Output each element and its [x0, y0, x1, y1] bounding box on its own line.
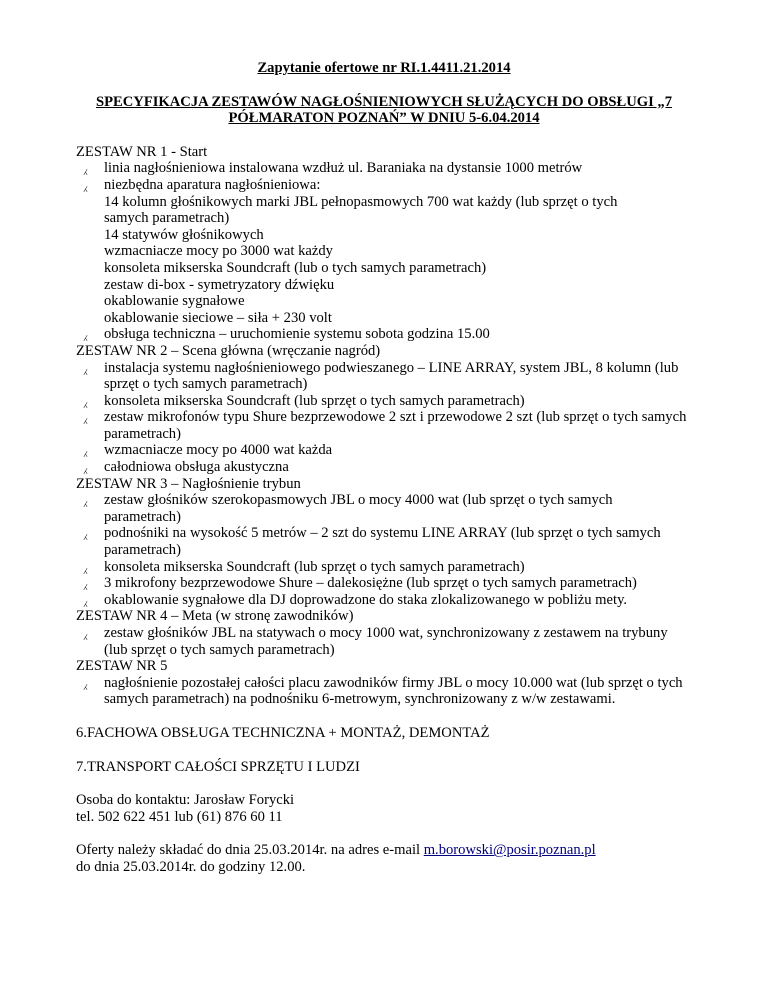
caret-bullet-icon: ⁁ — [84, 443, 87, 458]
list-item-text: 3 mikrofony bezprzewodowe Shure – dalekosiężne (lub sprzęt o tych samych parametrach) — [104, 575, 637, 592]
set-5-heading: ZESTAW NR 5 — [76, 658, 168, 675]
equipment-line: zestaw di-box - symetryzatory dźwięku — [104, 276, 335, 293]
list-item — [76, 459, 692, 476]
list-item-text: zestaw mikrofonów typu Shure bezprzewodowe 2 szt i przewodowe 2 szt (lub sprzęt o tych samych parametrach) — [104, 409, 687, 442]
list-item-text: zestaw głośników szerokopasmowych JBL o mocy 4000 wat (lub sprzęt o tych samych parametrach) — [104, 492, 613, 525]
set-1-equipment-list — [76, 194, 692, 327]
list-item — [76, 442, 692, 459]
set-2-heading: ZESTAW NR 2 – Scena główna (wręczanie nagród) — [76, 342, 381, 359]
list-item — [76, 625, 692, 658]
list-item-text: nagłośnienie pozostałej całości placu zawodników firmy JBL o mocy 10.000 wat (lub sprzęt o tych samych parametrach) na podnośniku 6-metrowym, synchronizowany z w/w zestawami. — [104, 674, 683, 708]
set-5-list — [76, 675, 692, 708]
section-7-heading: 7.TRANSPORT CAŁOŚCI SPRZĘTU I LUDZI — [76, 758, 360, 775]
sound-sets — [76, 144, 692, 708]
list-item-text: instalacja systemu nagłośnieniowego podwieszanego – LINE ARRAY, system JBL, 8 kolumn (lub sprzęt o tych samych parametrach) — [104, 359, 679, 393]
caret-bullet-icon: ⁁ — [84, 161, 87, 176]
list-item — [76, 559, 692, 576]
caret-bullet-icon: ⁁ — [84, 675, 87, 690]
caret-bullet-icon: ⁁ — [84, 360, 87, 375]
set-2-list — [76, 360, 692, 476]
contact-person: Osoba do kontaktu: Jarosław Forycki — [76, 792, 295, 809]
offers-block — [76, 842, 692, 875]
list-item — [76, 393, 692, 410]
list-item — [76, 409, 692, 442]
caret-bullet-icon: ⁁ — [84, 559, 87, 574]
list-item — [76, 592, 692, 609]
equipment-line: konsoleta mikserska Soundcraft (lub o tych samych parametrach) — [104, 259, 487, 276]
caret-bullet-icon: ⁁ — [84, 460, 87, 475]
caret-bullet-icon: ⁁ — [84, 177, 87, 192]
equipment-line: wzmacniacze mocy po 3000 wat każdy — [104, 243, 333, 260]
list-item — [76, 675, 692, 708]
caret-bullet-icon: ⁁ — [84, 576, 87, 591]
list-item-text: wzmacniacze mocy po 4000 wat każda — [104, 442, 333, 459]
set-1-list-continued — [76, 326, 692, 343]
caret-bullet-icon: ⁁ — [84, 410, 87, 425]
list-item — [76, 160, 692, 177]
specification-heading — [76, 94, 692, 127]
caret-bullet-icon: ⁁ — [84, 493, 87, 508]
caret-bullet-icon: ⁁ — [84, 327, 87, 342]
list-item-text: podnośniki na wysokość 5 metrów – 2 szt do systemu LINE ARRAY (lub sprzęt o tych samych parametrach) — [104, 525, 661, 559]
list-item-text: okablowanie sygnałowe dla DJ doprowadzone do staka zlokalizowanego w pobliżu mety. — [104, 591, 628, 608]
equipment-line: okablowanie sieciowe – siła + 230 volt — [104, 309, 332, 326]
list-item — [76, 575, 692, 592]
list-item-text: linia nagłośnieniowa instalowana wzdłuż ul. Baraniaka na dystansie 1000 metrów — [104, 160, 583, 177]
equipment-line: 14 statywów głośnikowych — [104, 226, 264, 243]
specification-heading-line1: SPECYFIKACJA ZESTAWÓW NAGŁOŚNIENIOWYCH SŁUŻĄCYCH DO OBSŁUGI „7 — [95, 93, 673, 110]
set-3-list — [76, 492, 692, 608]
list-item — [76, 525, 692, 558]
set-4-heading: ZESTAW NR 4 – Meta (w stronę zawodników) — [76, 608, 354, 625]
specification-heading-line2: PÓŁMARATON POZNAŃ” W DNIU 5-6.04.2014 — [228, 110, 540, 127]
caret-bullet-icon: ⁁ — [84, 592, 87, 607]
email-link[interactable]: m.borowski@posir.poznan.pl — [423, 842, 596, 859]
list-item — [76, 360, 692, 393]
equipment-line: 14 kolumn głośnikowych marki JBL pełnopasmowych 700 wat każdy (lub sprzęt o tych — [104, 193, 618, 210]
set-3-heading: ZESTAW NR 3 – Nagłośnienie trybun — [76, 475, 301, 492]
equipment-line: samych parametrach) — [104, 210, 230, 227]
section-6-heading: 6.FACHOWA OBSŁUGA TECHNICZNA + MONTAŻ, DEMONTAŻ — [76, 724, 490, 741]
document-title: Zapytanie ofertowe nr RI.1.4411.21.2014 — [257, 60, 511, 76]
list-item-text: konsoleta mikserska Soundcraft (lub sprzęt o tych samych parametrach) — [104, 392, 525, 409]
contact-phone: tel. 502 622 451 lub (61) 876 60 11 — [76, 808, 283, 825]
contact-block — [76, 792, 692, 825]
list-item-text: niezbędna aparatura nagłośnieniowa: — [104, 176, 321, 193]
caret-bullet-icon: ⁁ — [84, 626, 87, 640]
offers-time-line: do dnia 25.03.2014r. do godziny 12.00. — [76, 858, 306, 875]
offers-deadline-line — [76, 842, 692, 859]
offers-deadline-text: Oferty należy składać do dnia 25.03.2014r. na adres e-mail — [76, 842, 424, 859]
list-item — [76, 177, 692, 194]
list-item — [76, 326, 692, 343]
list-item-text: obsługa techniczna – uruchomienie systemu sobota godzina 15.00 — [104, 326, 490, 343]
equipment-line: okablowanie sygnałowe — [104, 293, 245, 310]
caret-bullet-icon: ⁁ — [84, 393, 87, 408]
list-item-text: całodniowa obsługa akustyczna — [104, 459, 289, 476]
set-1-heading: ZESTAW NR 1 - Start — [76, 143, 208, 160]
caret-bullet-icon: ⁁ — [84, 526, 87, 541]
list-item-text: konsoleta mikserska Soundcraft (lub sprzęt o tych samych parametrach) — [104, 558, 525, 575]
set-1-list — [76, 160, 692, 193]
list-item — [76, 492, 692, 525]
list-item-text: zestaw głośników JBL na statywach o mocy 1000 wat, synchronizowany z zestawem na trybuny (lub sprzęt o tych samych parametrach) — [104, 625, 668, 658]
set-4-list — [76, 625, 692, 658]
